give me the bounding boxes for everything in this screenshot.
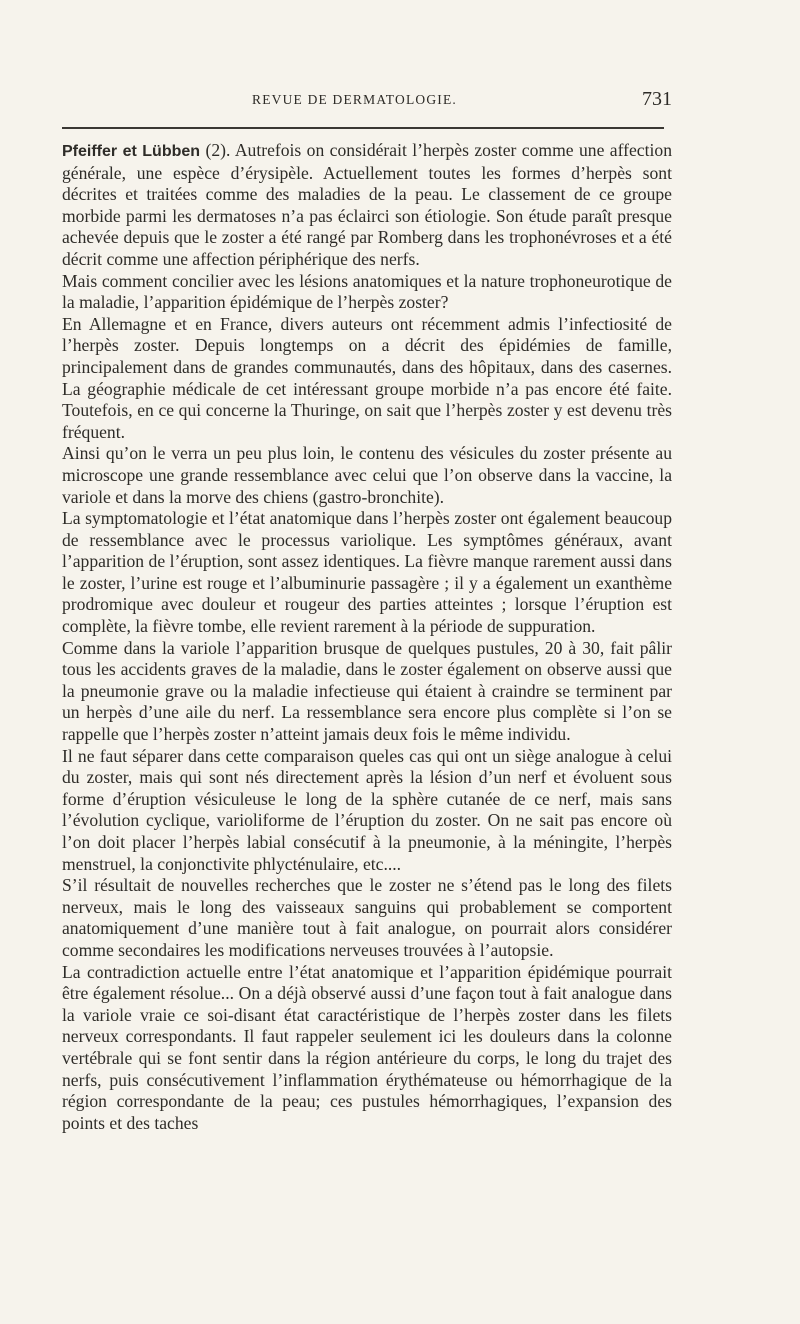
running-head bbox=[62, 88, 672, 116]
header-rule bbox=[62, 127, 664, 129]
paragraph bbox=[62, 140, 672, 271]
paragraph-text: (2). Autrefois on considérait l’herpès zoster comme une affection générale, une espèce d’érysipèle. Actuellement toutes les formes d’herpès sont décrites et traitées comme des maladies de la peau. Le classement de ce groupe morbide parmi les dermatoses n’a pas éclairci son étiologie. Son étude paraît presque achevée depuis que le zoster a été rangé par Romberg dans les trophonévroses et a été décrit comme une affection périphérique des nerfs. bbox=[62, 140, 672, 269]
paragraph bbox=[62, 508, 672, 638]
paragraph-text: La symptomatologie et l’état anatomique dans l’herpès zoster ont également beaucoup de ressemblance avec le processus variolique. Les symptômes généraux, avant l’apparition de l’éruption, sont assez identiques. La fièvre manque rarement aussi dans le zoster, l’urine est rouge et l’albuminurie passagère ; il y a également un exanthème prodromique avec douleur et rougeur des parties atteintes ; lorsque l’éruption est complète, la fièvre tombe, elle revient rarement à la période de suppuration. bbox=[62, 508, 672, 637]
paragraph bbox=[62, 443, 672, 508]
paragraph bbox=[62, 314, 672, 444]
paragraph bbox=[62, 962, 672, 1135]
paragraph-text: La contradiction actuelle entre l’état anatomique et l’apparition épidémique pourrait être également résolue... On a déjà observé aussi d’une façon tout à fait analogue dans la variole vraie ce soi-disant état caractéristique de l’herpès zoster dans les filets nerveux correspondants. Il faut rappeler seulement ici les douleurs dans la colonne vertébrale qui se font sentir dans la région antérieure du corps, le long du trajet des nerfs, puis consécutivement l’inflammation érythémateuse ou hémorrhagique de la région correspondante de la peau; ces pustules hémorrhagiques, l’expansion des points et des taches bbox=[62, 961, 672, 1133]
page-number: 731 bbox=[642, 88, 672, 110]
paragraph bbox=[62, 875, 672, 961]
paragraph-text: Il ne faut séparer dans cette comparaison queles cas qui ont un siège analogue à celui du zoster, mais qui sont nés directement après la lésion d’un nerf et évoluent sous forme d’éruption vésiculeuse le long de la sphère cutanée de ce nerf, mais sans l’évolution cyclique, varioliforme de l’éruption du zoster. On ne sait pas encore où l’on doit placer l’herpès labial consécutif à la pneumonie, à la méningite, l’herpès menstruel, la conjonctivite phlycténulaire, etc.... bbox=[62, 745, 672, 874]
paragraph-text: En Allemagne et en France, divers auteurs ont récemment admis l’infectiosité de l’herpès zoster. Depuis longtemps on a décrit des épidémies de famille, principalement dans de grandes communautés, dans des hôpitaux, dans des casernes. La géographie médicale de cet intéressant groupe morbide n’a pas encore été faite. Toutefois, en ce qui concerne la Thuringe, on sait que l’herpès zoster y est devenu très fréquent. bbox=[62, 313, 672, 442]
body-text bbox=[62, 140, 672, 1134]
paragraph bbox=[62, 638, 672, 746]
paragraph-text: Mais comment concilier avec les lésions anatomiques et la nature trophoneurotique de la maladie, l’apparition épidémique de l’herpès zoster? bbox=[62, 270, 672, 313]
paragraph-text: Ainsi qu’on le verra un peu plus loin, le contenu des vésicules du zoster présente au microscope une grande ressemblance avec celui que l’on observe dans la vaccine, la variole et dans la morve des chiens (gastro-bronchite). bbox=[62, 443, 672, 507]
paragraph-text: S’il résultait de nouvelles recherches que le zoster ne s’étend pas le long des filets nerveux, mais le long des vaisseaux sanguins qui probablement se comportent anatomiquement d’une manière tout à fait analogue, on pourrait alors considérer comme secondaires les modifications nerveuses trouvées à l’autopsie. bbox=[62, 875, 672, 960]
paragraph bbox=[62, 746, 672, 876]
paragraph bbox=[62, 271, 672, 314]
running-title: REVUE DE DERMATOLOGIE. bbox=[252, 92, 458, 107]
author-names: Pfeiffer et Lübben bbox=[62, 143, 201, 160]
paragraph-text: Comme dans la variole l’apparition brusque de quelques pustules, 20 à 30, fait pâlir tous les accidents graves de la maladie, dans le zoster également on observe aussi que la pneumonie grave ou la maladie infectieuse qui étaient à craindre se terminent par un herpès d’une aile du nerf. La ressemblance sera encore plus complète si l’on se rappelle que l’herpès zoster n’atteint jamais deux fois le même individu. bbox=[62, 637, 672, 745]
